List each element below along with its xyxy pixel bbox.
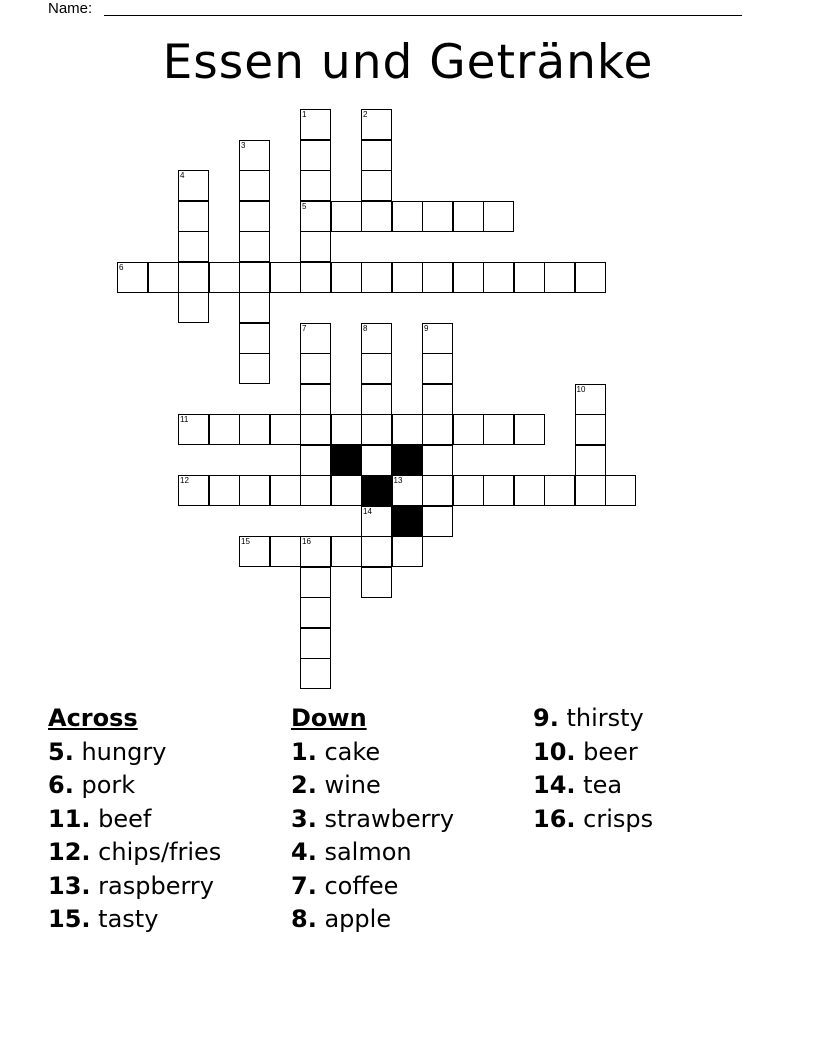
clue-number-label: 14.: [533, 771, 576, 799]
grid-cell[interactable]: [361, 445, 392, 476]
clue-number: 13: [393, 476, 403, 485]
clue-number-label: 9.: [533, 704, 559, 732]
clue-text: salmon: [324, 838, 412, 866]
grid-cell[interactable]: [514, 262, 545, 293]
clue: [48, 903, 221, 937]
grid-cell[interactable]: [575, 262, 606, 293]
grid-cell[interactable]: [239, 292, 270, 323]
clue-text: cake: [324, 737, 381, 766]
grid-cell[interactable]: [422, 506, 453, 537]
clue-number-label: 2.: [291, 771, 317, 799]
clue: [291, 736, 454, 770]
grid-cell[interactable]: [361, 170, 392, 201]
grid-cell[interactable]: [422, 445, 453, 476]
black-square: [392, 506, 423, 537]
grid-cell[interactable]: [300, 536, 331, 567]
grid-cell[interactable]: [483, 201, 514, 232]
grid-cell[interactable]: [239, 323, 270, 354]
grid-cell[interactable]: [300, 353, 331, 384]
clue-number-label: 13.: [48, 871, 91, 900]
grid-cell[interactable]: [422, 323, 453, 354]
down-heading: Down: [291, 704, 367, 732]
clue-text: beer: [583, 737, 638, 766]
grid-cell[interactable]: [239, 140, 270, 171]
grid-cell[interactable]: [239, 353, 270, 384]
grid-cell[interactable]: [514, 414, 545, 445]
grid-cell[interactable]: [514, 475, 545, 506]
grid-cell[interactable]: [361, 567, 392, 598]
grid-cell[interactable]: [422, 475, 453, 506]
clue-number: 6: [119, 262, 124, 272]
clue-text: hungry: [81, 737, 167, 766]
grid-cell[interactable]: [300, 597, 331, 628]
clue-text: wine: [324, 771, 381, 799]
clue: [533, 769, 653, 803]
grid-cell[interactable]: [270, 536, 301, 567]
clue-number: 9: [424, 323, 429, 333]
grid-cell[interactable]: [178, 262, 209, 293]
clue-number-label: 11.: [48, 804, 91, 833]
grid-cell[interactable]: [422, 262, 453, 293]
grid-cell[interactable]: [178, 414, 209, 445]
clue-number-label: 7.: [291, 871, 317, 900]
clue: [533, 702, 653, 736]
clue-text: tasty: [98, 905, 159, 933]
grid-cell[interactable]: [239, 414, 270, 445]
grid-cell[interactable]: [361, 506, 392, 537]
grid-cell[interactable]: [300, 628, 331, 659]
grid-cell[interactable]: [605, 475, 636, 506]
grid-cell[interactable]: [300, 323, 331, 354]
grid-cell[interactable]: [575, 384, 606, 415]
grid-cell[interactable]: [331, 536, 362, 567]
grid-cell[interactable]: [209, 262, 240, 293]
grid-cell[interactable]: [392, 414, 423, 445]
clue-text: strawberry: [324, 804, 455, 833]
clue-number: 14: [363, 506, 372, 516]
clue: [533, 736, 653, 770]
grid-cell[interactable]: [239, 201, 270, 232]
grid-cell[interactable]: [575, 475, 606, 506]
grid-cell[interactable]: [575, 445, 606, 476]
clue: [291, 903, 454, 937]
grid-cell[interactable]: [239, 536, 270, 567]
clue-text: apple: [324, 905, 392, 933]
clue-number-label: 4.: [291, 838, 317, 866]
clue: [48, 803, 221, 837]
clue-number-label: 6.: [48, 771, 74, 799]
grid-cell[interactable]: [422, 201, 453, 232]
clue-number-label: 15.: [48, 905, 91, 933]
grid-cell[interactable]: [422, 414, 453, 445]
clue-text: chips/fries: [98, 838, 222, 866]
clue-number: 5: [302, 201, 307, 211]
grid-cell[interactable]: [361, 536, 392, 567]
grid-cell[interactable]: [361, 140, 392, 171]
grid-cell[interactable]: [361, 353, 392, 384]
grid-cell[interactable]: [361, 323, 392, 354]
grid-cell[interactable]: [300, 262, 331, 293]
grid-cell[interactable]: [300, 567, 331, 598]
grid-cell[interactable]: [300, 445, 331, 476]
clue-text: tea: [583, 771, 623, 799]
grid-cell[interactable]: [300, 201, 331, 232]
clue: [48, 836, 221, 870]
clue-number-label: 10.: [533, 737, 576, 766]
clue: [48, 870, 221, 904]
grid-cell[interactable]: [300, 140, 331, 171]
grid-cell[interactable]: [300, 170, 331, 201]
down-clue-list-continued: [533, 702, 653, 836]
grid-cell[interactable]: [270, 475, 301, 506]
grid-cell[interactable]: [361, 384, 392, 415]
grid-cell[interactable]: [209, 475, 240, 506]
grid-cell[interactable]: [300, 475, 331, 506]
grid-cell[interactable]: [300, 658, 331, 689]
clue-number: 16: [302, 537, 311, 546]
clue: [291, 769, 454, 803]
grid-cell[interactable]: [483, 414, 514, 445]
clue-number: 4: [180, 171, 185, 180]
clue-number: 2: [363, 110, 368, 119]
grid-cell[interactable]: [453, 262, 484, 293]
clue-number-label: 8.: [291, 905, 317, 933]
grid-cell[interactable]: [575, 414, 606, 445]
clue-text: thirsty: [566, 704, 644, 732]
black-square: [392, 445, 423, 476]
grid-cell[interactable]: [239, 262, 270, 293]
grid-cell[interactable]: [331, 475, 362, 506]
grid-cell[interactable]: [270, 262, 301, 293]
grid-cell[interactable]: [361, 109, 392, 140]
clue-number-label: 16.: [533, 804, 576, 833]
clue-number-label: 1.: [291, 737, 317, 766]
clue: [291, 803, 454, 837]
grid-cell[interactable]: [422, 384, 453, 415]
down-clues: [291, 702, 454, 937]
grid-cell[interactable]: [361, 414, 392, 445]
grid-cell[interactable]: [483, 475, 514, 506]
grid-cell[interactable]: [148, 262, 179, 293]
clue-number: 7: [302, 323, 307, 333]
down-clues-continued: [533, 702, 653, 836]
clue-text: coffee: [324, 871, 399, 900]
grid-cell[interactable]: [270, 414, 301, 445]
clue-number: 1: [302, 110, 307, 119]
grid-cell[interactable]: [392, 475, 423, 506]
grid-cell[interactable]: [392, 262, 423, 293]
grid-cell[interactable]: [300, 414, 331, 445]
clue-text: crisps: [583, 804, 654, 833]
grid-cell[interactable]: [117, 262, 148, 293]
across-heading: Across: [48, 704, 138, 732]
grid-cell[interactable]: [361, 201, 392, 232]
grid-cell[interactable]: [453, 414, 484, 445]
clue-text: pork: [81, 771, 136, 799]
grid-cell[interactable]: [483, 262, 514, 293]
clue: [48, 769, 221, 803]
grid-cell[interactable]: [300, 109, 331, 140]
grid-cell[interactable]: [453, 201, 484, 232]
grid-cell[interactable]: [239, 170, 270, 201]
grid-cell[interactable]: [544, 262, 575, 293]
grid-cell[interactable]: [239, 231, 270, 262]
clue-text: beef: [98, 804, 152, 833]
grid-cell[interactable]: [239, 475, 270, 506]
clue: [291, 836, 454, 870]
grid-cell[interactable]: [300, 231, 331, 262]
grid-cell[interactable]: [392, 201, 423, 232]
grid-cell[interactable]: [178, 475, 209, 506]
grid-cell[interactable]: [361, 262, 392, 293]
clue-number-label: 3.: [291, 804, 317, 833]
grid-cell[interactable]: [300, 384, 331, 415]
clue: [48, 736, 221, 770]
grid-cell[interactable]: [178, 201, 209, 232]
clue-number-label: 5.: [48, 737, 74, 766]
grid-cell[interactable]: [331, 414, 362, 445]
clue-number-label: 12.: [48, 838, 91, 866]
clue: [291, 870, 454, 904]
black-square: [331, 445, 362, 476]
clue-number: 11: [180, 415, 189, 424]
grid-cell[interactable]: [209, 414, 240, 445]
name-label: Name:: [48, 0, 93, 17]
across-clue-list: [48, 736, 221, 937]
clue-number: 12: [180, 476, 189, 485]
grid-cell[interactable]: [178, 292, 209, 323]
black-square: [361, 475, 392, 506]
clue-number: 8: [363, 323, 368, 333]
clue-number: 10: [576, 384, 586, 394]
grid-cell[interactable]: [178, 170, 209, 201]
grid-cell[interactable]: [331, 262, 362, 293]
clue: [533, 803, 653, 837]
puzzle-title: Essen und Getränke: [162, 35, 654, 90]
grid-cell[interactable]: [331, 201, 362, 232]
clue-number: 3: [241, 140, 246, 150]
clue-text: raspberry: [98, 871, 214, 900]
grid-cell[interactable]: [178, 231, 209, 262]
clue-number: 15: [241, 537, 250, 546]
down-clue-list: [291, 736, 454, 937]
grid-cell[interactable]: [422, 353, 453, 384]
grid-cell[interactable]: [544, 475, 575, 506]
grid-cell[interactable]: [392, 536, 423, 567]
grid-cell[interactable]: [453, 475, 484, 506]
across-clues: [48, 702, 221, 937]
